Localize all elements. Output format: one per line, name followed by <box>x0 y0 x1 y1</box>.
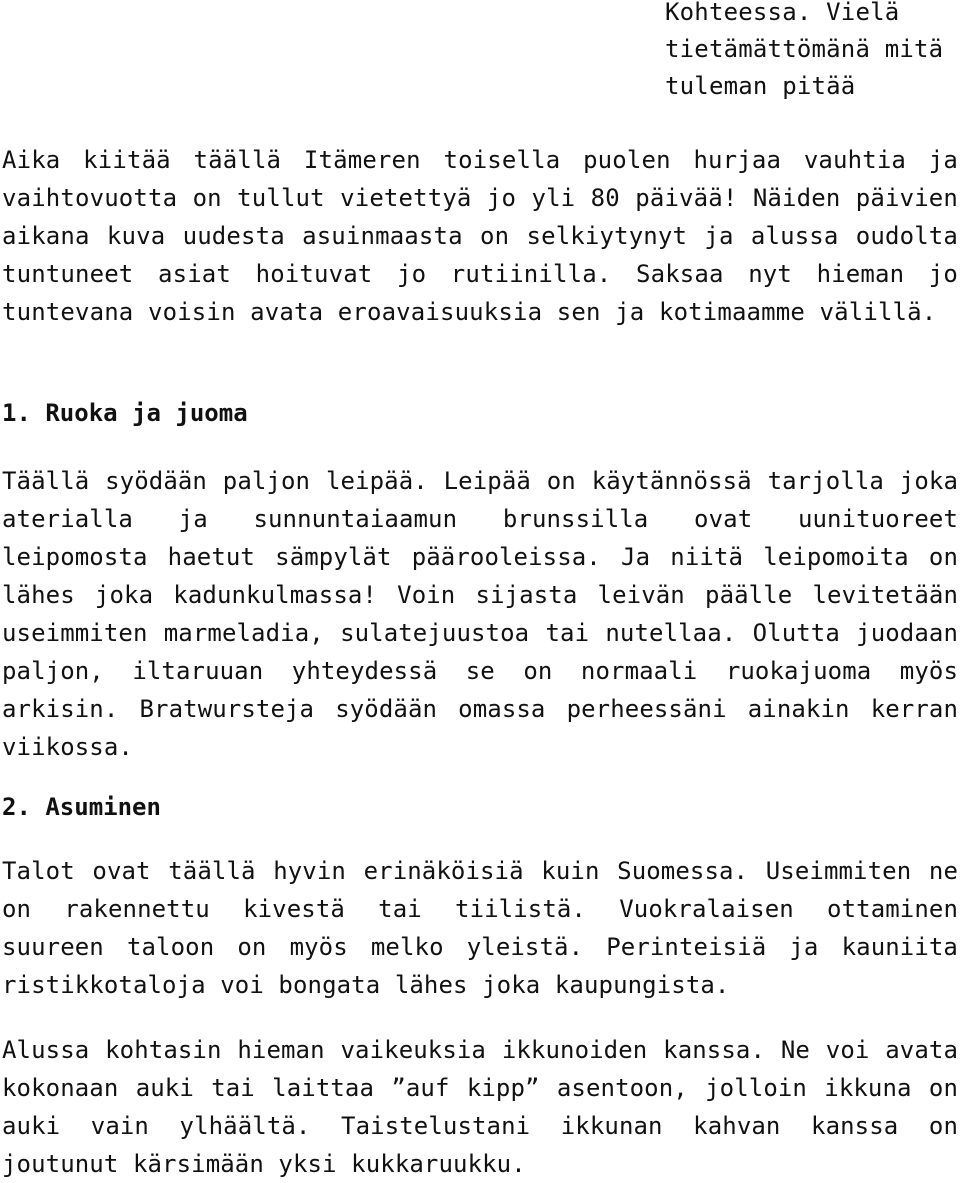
intro-caption: Kohteessa. Vielä tietämättömänä mitä tuleman pitää <box>665 0 944 100</box>
paragraph-housing: Talot ovat täällä hyvin erinäköisiä kuin Suomessa. Useimmiten ne on rakennettu kivestä tai tiilistä. Vuokralaisen ottaminen suureen taloon on myös melko yleistä. Perinteisiä ja kauniita ristikkotaloja voi bongata lähes joka kaupungista. <box>2 857 958 999</box>
paragraph-windows: Alussa kohtasin hieman vaikeuksia ikkunoiden kanssa. Ne voi avata kokonaan auki tai laittaa ”auf kipp” asentoon, jolloin ikkuna on auki vain ylhäältä. Taistelustani ikkunan kahvan kanssa on joutunut kärsimään yksi kukkaruukku. <box>2 1036 958 1178</box>
paragraph-food: Täällä syödään paljon leipää. Leipää on käytännössä tarjolla joka aterialla ja sunnuntaiaamun brunssilla ovat uunituoreet leipomosta haetut sämpylät päärooleissa. Ja niitä leipomoita on lähes joka kadunkulmassa! Voin sijasta leivän päälle levitetään useimmiten marmeladia, sulatejuustoa tai nutellaa. Olutta juodaan paljon, iltaruuan yhteydessä se on normaali ruokajuoma myös arkisin. Bratwursteja syödään omassa perheessäni ainakin kerran viikossa. <box>2 467 958 761</box>
section-heading-food: 1. Ruoka ja juoma <box>2 399 248 427</box>
section-heading-housing: 2. Asuminen <box>2 793 161 821</box>
paragraph-intro: Aika kiitää täällä Itämeren toisella puolen hurjaa vauhtia ja vaihtovuotta on tullut vietettyä jo yli 80 päivää! Näiden päivien aikana kuva uudesta asuinmaasta on selkiytynyt ja alussa oudolta tuntuneet asiat hoituvat jo rutiinilla. Saksaa nyt hieman jo tuntevana voisin avata eroavaisuuksia sen ja kotimaamme välillä. <box>2 146 958 326</box>
